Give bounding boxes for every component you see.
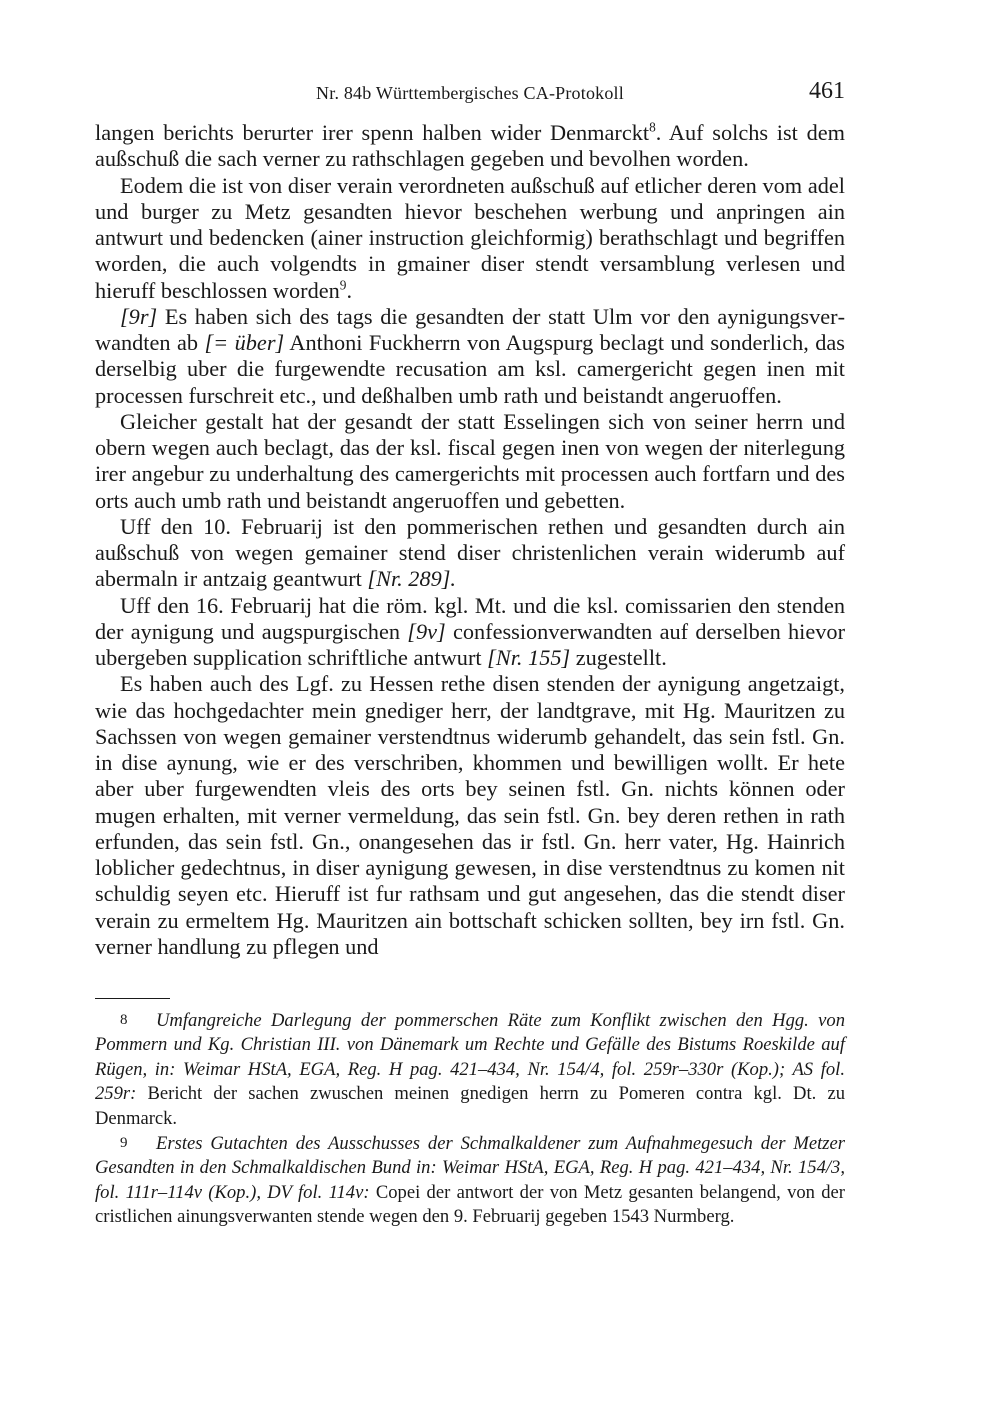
paragraph-2 — [95, 173, 845, 304]
running-title: Nr. 84b Württembergisches CA-Protokoll — [316, 83, 624, 103]
paragraph-4: Gleicher gestalt hat der gesandt der statt Esselingen sich von seiner herrn und obern wegen auch beclagt, das der ksl. fiscal gegen inen von wegen der niterlegung irer angebur zu underhaltung des camergerichts mit processen auch fortfarn und des orts auch umb rath und beistandt angeruoffen und gebetten. — [95, 408, 845, 513]
footnote-9 — [95, 1131, 845, 1230]
paragraph-7: Es haben auch des Lgf. zu Hessen rethe disen stenden der aynigung angetzaigt, wie das hochgedachter mein gnediger herr, der landtgrave, mit Hg. Mauritzen zu Sachssen von wegen gemainer verstendtnus widerumb gehandelt, das sein fstl. Gn. in dise aynung, wie er des verschriben, khommen und bewilligen wollt. Er hete aber uber furgewendten vleis des orts bey seinen fstl. Gn. nichts können oder mugen erhalten, mit verner vermeldung, das sein fstl. Gn. bey deren rethen in rath erfunden, das sein fstl. Gn., onangesehen das ir fstl. Gn. herr vater, Hg. Hainrich loblicher gedechtnus, in diser aynigung gewesen, in dise verstendtnus zu komen nit schuldig seyen etc. Hieruff ist fur rathsam und gut angesehen, das die stendt diser verain zu ermeltem Hg. Mauritzen ain bottschaft schicken sollten, bey irn fstl. Gn. verner handlung zu pflegen und — [95, 671, 845, 959]
paragraph-1-text: langen berichts berurter irer spenn halben wider Denmarckt — [95, 120, 650, 145]
footnote-number: 8 — [120, 1012, 128, 1028]
folio-marker: [9v] — [407, 618, 446, 644]
paragraph-6-text: Uff den 16. Februarij hat die röm. kgl. Mt. und die ksl. comissarien den stenden der aynigung und augspurgischen — [95, 592, 845, 644]
page-number: 461 — [809, 78, 845, 104]
editorial-note: [= über] — [204, 330, 285, 355]
footnote-9-text: Copei der antwort der von Metz gesanten belangend, von der cristlichen ainungsverwanten stende wegen den 9. Februarij gegeben 1543 Nurmberg. — [95, 1181, 845, 1228]
footnotes — [95, 1008, 845, 1230]
footnote-8-italic: Umfangreiche Darlegung der pommerschen Räte zum Konflikt zwischen den Hgg. von Pommern und Kg. Christian III. von Dänemark um Rechte und Gefälle des Bistums Roeskilde auf Rügen, in: Weimar HStA, EGA, Reg. H pag. 421–434, Nr. 154/4, fol. 259r–330r (Kop.); AS fol. 259r: — [95, 1010, 845, 1105]
paragraph-1 — [95, 120, 845, 173]
paragraph-2-text-cont: . — [346, 277, 353, 303]
paragraph-2-text: Eodem die ist von diser verain verordneten außschuß auf etlicher deren vom adel und burger zu Metz gesandten hievor beschehen werbung und anpringen ain antwurt und bedencken (ainer instruction gleichformig) berathschlagt und begriffen worden, die auch volgendts in gmainer diser stendt versamblung verlesen und hieruff beschlossen worden — [95, 172, 845, 303]
footnote-8 — [95, 1008, 845, 1131]
paragraph-3 — [95, 304, 845, 409]
paragraph-5-text: Uff den 10. Februarij ist den pommerischen rethen und gesandten durch ain außschuß von wegen gemainer stend diser christenlichen verain widerumb auf abermaln ir antzaig geantwurt — [95, 513, 845, 592]
paragraph-1-text-cont: . Auf solchs ist dem außschuß die sach verner zu rathschlagen gegeben und bevolhen worden. — [95, 120, 846, 172]
cross-reference: [Nr. 289]. — [367, 566, 457, 592]
paragraph-3-text: Es haben sich des tags die gesandten der statt Ulm vor den aynigungsverwandten ab — [95, 303, 845, 355]
footnote-ref-8: 8 — [649, 119, 656, 135]
footnote-ref-9: 9 — [339, 277, 347, 293]
cross-reference: [Nr. 155] — [487, 645, 571, 670]
footnote-8-text: Bericht der sachen zwuschen meinen gnedigen herrn zu Pomeren contra kgl. Dt. zu Denmarck. — [95, 1083, 845, 1129]
footnote-9-italic: Erstes Gutachten des Ausschusses der Schmalkaldener zum Aufnahmegesuch der Metzer Gesandten in den Schmalkaldischen Bund in: Weimar HStA, EGA, Reg. H pag. 421–434, Nr. 154/3, fol. 111r–114v (Kop.), DV fol. 114v: — [95, 1133, 845, 1203]
folio-marker: [9r] — [120, 303, 158, 329]
footnote-number: 9 — [120, 1135, 128, 1152]
paragraph-5 — [95, 514, 845, 593]
footnote-divider — [95, 998, 170, 999]
main-text — [95, 120, 845, 960]
running-head — [95, 78, 845, 108]
paragraph-6-text-end: zugestellt. — [570, 645, 667, 670]
paragraph-6-text-cont: confessionverwandten auf derselben hievor ubergeben supplication schriftliche antwurt — [95, 618, 845, 670]
paragraph-3-text-cont: Anthoni Fuckherrn von Augspurg beclagt und sonderlich, das derselbig uber die furgewendte recusation am ksl. camergericht gegen inen mit processen furschreit etc., und deßhalben umb rath und beistandt angeruoffen. — [95, 330, 845, 408]
paragraph-6 — [95, 593, 845, 672]
